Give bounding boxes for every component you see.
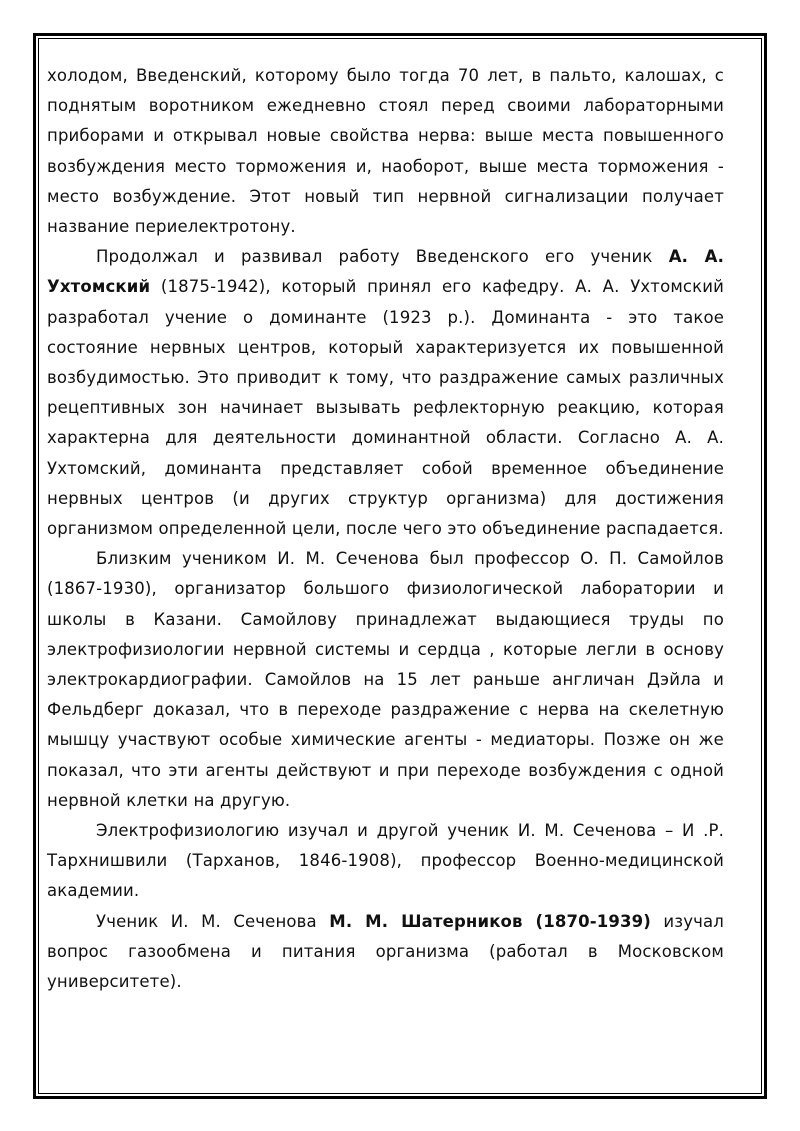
paragraph-4 bbox=[47, 816, 724, 907]
paragraph-5 bbox=[47, 907, 724, 998]
text-run: (1875-1942), который принял его кафедру. А. А. Ухтомский разработал учение о доминанте (1923 р.). Доминанта - это такое состояние нервных центров, который характеризуется их повышенной возбудимостью. Это приводит к тому, что раздражение самых различных рецептивных зон начинает вызывать рефлекторную реакцию, которая характерна для деятельности доминантной области. Согласно А. А. Ухтомский, доминанта представляет собой временное объединение нервных центров (и других структур организма) для достижения организмом определенной цели, после чего это объединение распадается. bbox=[47, 277, 724, 539]
text-run: Электрофизиологию изучал и другой ученик И. М. Сеченова – И .Р. Тархнишвили (Тарханов, 1846-1908), профессор Военно-медицинской академии. bbox=[47, 821, 724, 901]
text-run: холодом, Введенский, которому было тогда 70 лет, в пальто, калошах, с поднятым воротником ежедневно стоял перед своими лабораторными приборами и открывал новые свойства нерва: выше места повышенного возбуждения место торможения и, наоборот, выше места торможения - место возбуждение. Этот новый тип нервной сигнализации получает название периелектротону. bbox=[47, 66, 724, 237]
paragraph-3 bbox=[47, 544, 724, 816]
text-run: Близким учеником И. М. Сеченова был профессор О. П. Самойлов (1867-1930), организатор большого физиологической лаборатории и школы в Казани. Самойлову принадлежат выдающиеся труды по электрофизиологии нервной системы и сердца , которые легли в основу электрокардиографии. Самойлов на 15 лет раньше англичан Дэйла и Фельдберг доказал, что в переходе раздражение с нерва на скелетную мышцу участвуют особые химические агенты - медиаторы. Позже он же показал, что эти агенты действуют и при переходе возбуждения с одной нервной клетки на другую. bbox=[47, 549, 724, 810]
text-run: изучал вопрос газообмена и питания организма (работал в Московском университете). bbox=[47, 911, 724, 992]
text-run: Ученик И. М. Сеченова bbox=[96, 911, 330, 931]
document-body bbox=[47, 61, 724, 997]
paragraph-2 bbox=[47, 242, 724, 544]
paragraph-1 bbox=[47, 61, 724, 242]
bold-name-ukhtomsky: А. А. Ухтомский bbox=[47, 247, 724, 297]
text-run: Продолжал и развивал работу Введенского его ученик bbox=[96, 247, 669, 267]
bold-name-shaternikov: М. М. Шатерников (1870-1939) bbox=[329, 911, 651, 931]
